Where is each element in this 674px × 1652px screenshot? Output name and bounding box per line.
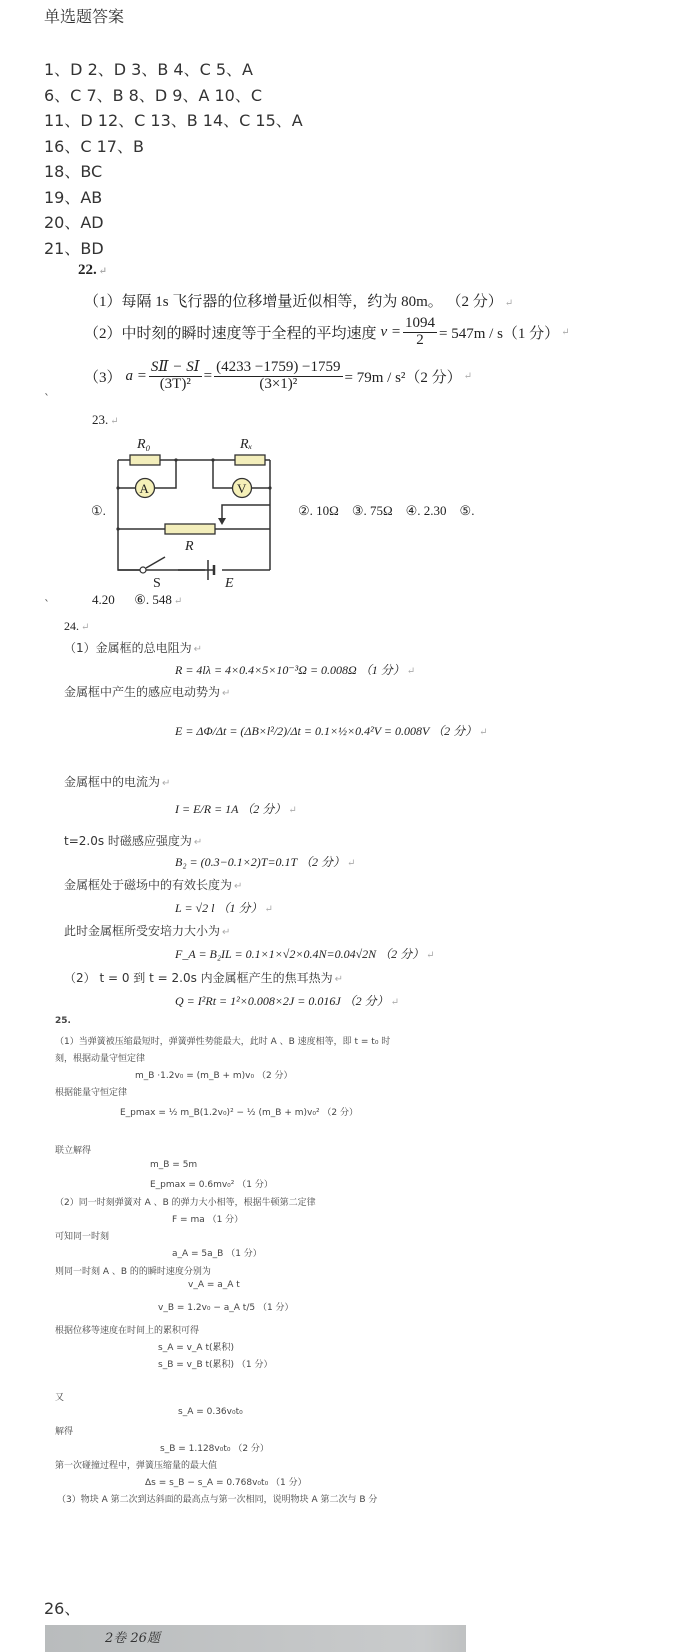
q25-line: s_B = 1.128v₀t₀ （2 分） [160,1444,269,1454]
q25-line: s_A = v_A t(累积) [158,1343,235,1353]
q24-equation: E = ΔΦ/Δt = (ΔB×l²/2)/Δt = 0.1×½×0.4²V = 0.008V （2 分） ↵ [175,724,488,738]
q25-line: （2）同一时刻弹簧对 A 、B 的弹力大小相等，根据牛顿第二定律 [55,1198,316,1208]
mc-answer-row: 21、BD [44,239,104,258]
q25-line: 第一次碰撞过程中，弹簧压缩量的最大值 [55,1461,218,1471]
mc-answer-row: 1、D 2、D 3、B 4、C 5、A [44,60,253,79]
q24-equation: R = 4lλ = 4×0.4×5×10⁻³Ω = 0.008Ω （1 分） ↵ [175,663,416,677]
q25-line: E_pmax = ½ m_B(1.2v₀)² − ½ (m_B + m)v₀² （2 分） [120,1108,359,1118]
q24-text: 此时金属框所受安培力大小为 ↵ [64,924,231,938]
mc-answer-row: 20、AD [44,213,104,232]
q25-line: v_A = a_A t [188,1280,240,1290]
question-label: 22. ↵ [78,262,108,278]
mc-answer-row: 18、BC [44,162,103,181]
handwritten-answer-photo [45,1625,466,1652]
q22-part1: （1）每隔 1s 飞行器的位移增量近似相等，约为 80m。 （2 分） ↵ [84,294,514,310]
mc-answer-row: 11、D 12、C 13、B 14、C 15、A [44,111,303,130]
handwriting-text: 2卷 26题 [105,1631,160,1646]
q24-equation: Q = I²Rt = 1²×0.008×2J = 0.016J （2 分） ↵ [175,994,400,1008]
q22-part2: （2）中时刻的瞬时速度等于全程的平均速度 v = $\frac{1094}{2}$ = 547m / s（1 分） ↵ [84,315,570,348]
q25-line: 则同一时刻 A 、B 的的瞬时速度分别为 [55,1267,211,1277]
q25-line: （3）物块 A 第二次到达斜面的最高点与第一次相同，说明物块 A 第二次与 B 分 [57,1495,378,1505]
q25-line: F = ma （1 分） [172,1215,244,1225]
q24-text: 金属框中产生的感应电动势为 ↵ [64,685,231,699]
answer-1-label: ①. [91,503,106,518]
q24-equation: F_A = B₂IL = 0.1×1×√2×0.4N=0.04√2N （2 分） ↵ [175,947,435,961]
q25-line: s_A = 0.36v₀t₀ [178,1407,243,1417]
q24-equation: I = E/R = 1A （2 分） ↵ [175,802,297,816]
stray-mark: ˋ [44,598,50,612]
q24-text: （2） t = 0 到 t = 2.0s 内金属框产生的焦耳热为 ↵ [64,971,344,985]
q25-line: 解得 [55,1427,74,1437]
svg-text:R₀: R₀ [137,437,151,452]
q22-part3: （3） a = $\frac{\text{SⅡ − SⅠ}}{\text{(3T)²}}$ = $\frac{(4233 -1759) -1759}{\text{(3×1)²}}$ = 79m / s²（2 分） ↵ [84,359,473,392]
q25-line: 联立解得 [55,1146,92,1156]
q25-line: 可知同一时刻 [55,1232,110,1242]
section-heading: 单选题答案 [44,7,125,26]
q24-text: 金属框处于磁场中的有效长度为 ↵ [64,878,243,892]
svg-text:A: A [139,481,149,496]
circuit-diagram [110,430,285,590]
svg-text:E: E [225,576,234,590]
q25-line: 根据能量守恒定律 [55,1088,128,1098]
mc-answer-row: 19、AB [44,188,103,207]
rheostat-icon [165,524,215,534]
mc-answer-row: 6、C 7、B 8、D 9、A 10、C [44,86,263,105]
question-label: 24. ↵ [64,619,90,633]
q23-answers: ②. 10Ω ③. 75Ω ④. 2.30 ⑤. [298,503,475,518]
q25-line: Δs = s_B − s_A = 0.768v₀t₀ （1 分） [145,1478,307,1488]
q23-answers-line2: 4.20 ⑥. 548 ↵ [92,592,183,607]
svg-text:Rₓ: Rₓ [240,437,253,452]
resistor-r0-icon [130,455,160,465]
stray-mark: ˋ [44,392,50,406]
mc-answer-row: 16、C 17、B [44,137,144,156]
question-26-label: 26、 [44,1599,81,1618]
q24-text: t=2.0s 时磁感应强度为 ↵ [64,834,203,848]
svg-text:V: V [237,481,247,496]
q25-line: 刻，根据动量守恒定律 [55,1054,146,1064]
q25-line: 根据位移等速度在时间上的累积可得 [55,1326,200,1336]
question-label: 25. [55,1016,71,1026]
q25-line: v_B = 1.2v₀ − a_A t/5 （1 分） [158,1303,294,1313]
svg-text:S: S [153,576,161,590]
q25-line: 又 [55,1393,65,1403]
q25-line: m_B ·1.2v₀ = (m_B + m)v₀ （2 分） [135,1071,293,1081]
q24-text: 金属框中的电流为 ↵ [64,775,171,789]
resistor-rx-icon [235,455,265,465]
q25-line: a_A = 5a_B （1 分） [172,1249,262,1259]
q24-text: （1）金属框的总电阻为 ↵ [64,641,203,655]
svg-text:R: R [185,539,194,554]
q24-equation: B₂ = (0.3−0.1×2)T=0.1T （2 分） ↵ [175,855,356,869]
question-label: 23. ↵ [92,412,119,427]
q25-line: s_B = v_B t(累积) （1 分） [158,1360,273,1370]
q25-line: m_B = 5m [150,1160,198,1170]
q25-line: E_pmax = 0.6mv₀² （1 分） [150,1180,273,1190]
q24-equation: L = √2 l （1 分） ↵ [175,901,273,915]
q25-line: （1）当弹簧被压缩最短时，弹簧弹性势能最大，此时 A 、B 速度相等，即 t = t₀ 时 [55,1037,391,1047]
